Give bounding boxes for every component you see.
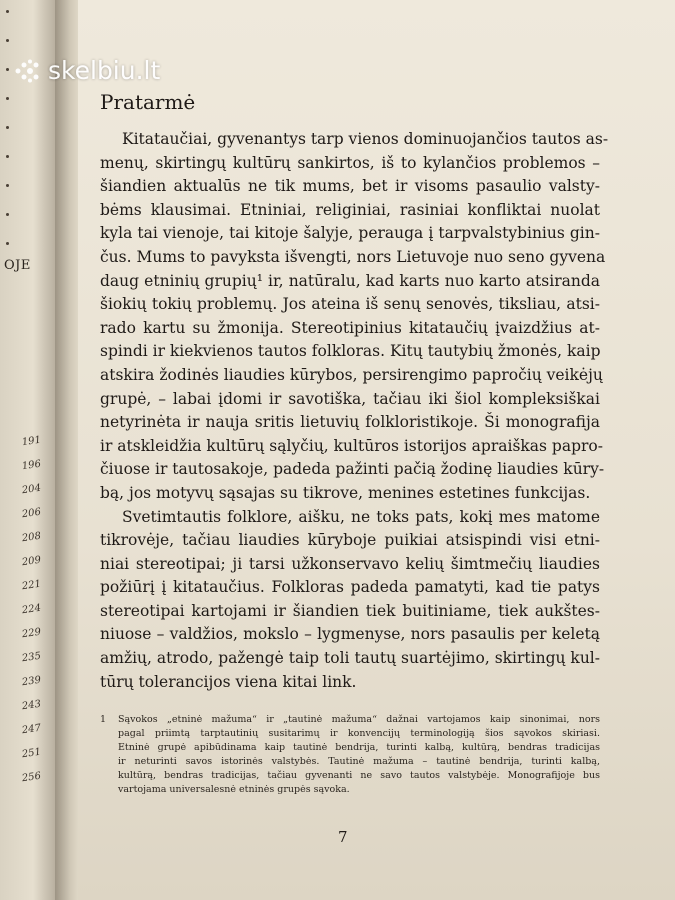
text-line: čiuose ir tautosakoje, padeda pažinti pačią žodinę liaudies kūry- [100, 460, 605, 479]
leader-dot [6, 97, 9, 100]
left-page-number: 206 [21, 506, 42, 521]
text-line: Kitataučiai, gyvenantys tarp vienos dominuojančios tautos as- [122, 130, 609, 148]
leader-dot [6, 68, 9, 71]
left-page-fragment: OJE [4, 258, 31, 273]
left-page-number: 204 [21, 482, 42, 497]
leader-dot [6, 213, 9, 216]
text-line: bėms klausimai. Etniniai, religiniai, rasiniai konfliktai nuolat [100, 200, 600, 219]
leader-dot [6, 39, 9, 42]
text-line: grupė, – labai įdomi ir savotiška, tačiau iki šiol kompleksiškai [100, 389, 600, 408]
text-line: rado kartu su žmonija. Stereotipinius kitataučių įvaizdžius at- [100, 318, 600, 337]
footnote-marker: 1 [100, 714, 107, 725]
footnote-line: pagal priimtą tarptautinių susitarimų ir konvencijų terminologiją šios sąvokos skiriasi. [118, 728, 600, 739]
left-page-edge [0, 0, 55, 900]
book-gutter [55, 0, 80, 900]
text-line: spindi ir kiekvienos tautos folkloras. Kitų tautybių žmonės, kaip [100, 342, 601, 361]
text-line: daug etninių grupių¹ ir, natūralu, kad karts nuo karto atsiranda [100, 271, 600, 290]
dots-grid-icon [14, 59, 42, 83]
text-line: netyrinėta ir nauja sritis lietuvių folkloristikoje. Ši monografija [100, 413, 600, 432]
left-page-number: 191 [21, 434, 42, 449]
left-page-dots [6, 10, 9, 271]
left-page-number: 224 [21, 602, 42, 617]
paragraph-1 [100, 128, 609, 506]
watermark-text: skelbiu.lt [48, 56, 161, 85]
left-page-number: 196 [21, 458, 42, 473]
footnote-line: vartojama universalesnė etninės grupės sąvoka. [118, 784, 350, 795]
leader-dot [6, 184, 9, 187]
text-line: tikrovėje, tačiau liaudies kūryboje puikiai atsispindi visi etni- [100, 531, 600, 550]
left-page-number: 256 [21, 770, 42, 785]
footnote-line: ir neturinti savos istorinės valstybės. Tautinė mažuma – tautinė bendrija, turinti kalbą, [118, 756, 600, 767]
left-page-number: 243 [21, 698, 42, 713]
paragraph-2 [100, 506, 600, 695]
page-content [100, 90, 609, 694]
text-line: šiandien aktualūs ne tik mums, bet ir visoms pasaulio valsty- [100, 177, 600, 196]
left-page-numbers [22, 430, 41, 790]
page-number: 7 [338, 828, 348, 846]
text-line: tūrų tolerancijos viena kitai link. [100, 672, 357, 691]
text-line: amžių, atrodo, pažengė taip toli tautų suartėjimo, skirtingų kul- [100, 649, 600, 668]
leader-dot [6, 242, 9, 245]
footnote-line [100, 713, 600, 727]
text-line: menų, skirtingų kultūrų sankirtos, iš to kylančios problemos – [100, 153, 600, 172]
chapter-title: Pratarmė [100, 90, 196, 114]
text-line: požiūrį į kitataučius. Folkloras padeda pamatyti, kad tie patys [100, 578, 600, 597]
leader-dot [6, 155, 9, 158]
watermark [14, 56, 160, 85]
text-line: niai stereotipai; ji tarsi užkonservavo kelių šimtmečių liaudies [100, 554, 600, 573]
footnote-line: Etninė grupė apibūdinama kaip tautinė bendrija, turinti kalbą, kultūrą, bendras tradicijas [118, 742, 600, 753]
footnote-line: kultūrą, bendras tradicijas, tačiau gyvenanti ne savo tautos valstybėje. Monografijoje bus [118, 770, 600, 781]
text-line: ir atskleidžia kultūrų sąlyčių, kultūros istorijos apraiškas papro- [100, 436, 603, 455]
text-line: šiokių tokių problemų. Jos ateina iš senų senovės, tiksliau, atsi- [100, 295, 600, 314]
leader-dot [6, 126, 9, 129]
text-line: atskira žodinės liaudies kūrybos, persirengimo papročių veikėjų [100, 365, 603, 384]
text-line: bą, jos motyvų sąsajas su tikrove, menines estetines funkcijas. [100, 483, 591, 502]
left-page-number: 251 [21, 746, 42, 761]
left-page-number: 235 [21, 650, 42, 665]
footnote-text: Sąvokos „etninė mažuma“ ir „tautinė mažuma“ dažnai vartojamos kaip sinonimai, nors [118, 714, 600, 725]
footnote [100, 713, 600, 797]
left-page-number: 247 [21, 722, 42, 737]
left-page-number: 239 [21, 674, 42, 689]
left-page-number: 208 [21, 530, 42, 545]
text-line: čus. Mums to pavyksta išvengti, nors Lietuvoje nuo seno gyvena [100, 247, 606, 266]
left-page-number: 209 [21, 554, 42, 569]
text-line: niuose – valdžios, mokslo – lygmenyse, nors pasaulis per keletą [100, 625, 600, 644]
left-page-number: 221 [21, 578, 42, 593]
left-page-number: 229 [21, 626, 42, 641]
text-line: kyla tai vienoje, tai kitoje šalyje, perauga į tarpvalstybinius gin- [100, 224, 600, 243]
leader-dot [6, 10, 9, 13]
text-line: stereotipai kartojami ir šiandien tiek buitiniame, tiek aukštes- [100, 601, 600, 620]
text-line: Svetimtautis folklore, aišku, ne toks pats, kokį mes matome [122, 507, 600, 526]
